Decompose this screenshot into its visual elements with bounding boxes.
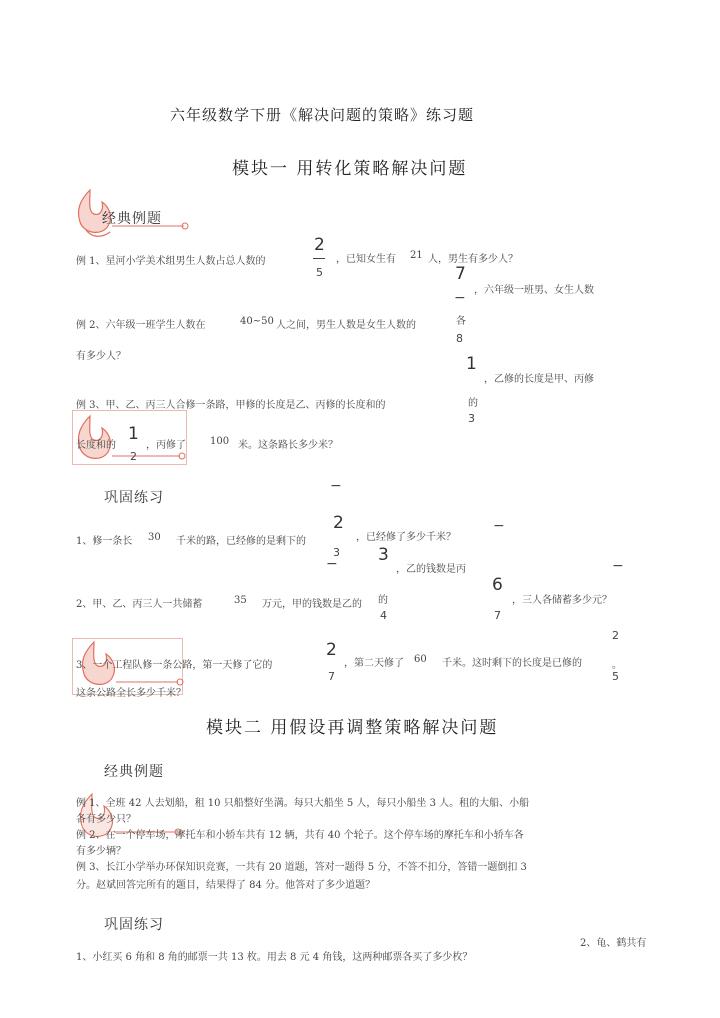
m2-example-2-line-2: 有多少辆？ <box>76 846 126 857</box>
example-1-text-3: 人，男生有多少人？ <box>428 254 518 265</box>
practice-2-dash-b: − <box>612 558 624 574</box>
module-two-practice-heading: 巩固练习 <box>104 917 164 933</box>
example-3-line-2-c: 米。这条路长多少米？ <box>238 440 338 451</box>
practice-2-de: 的 <box>378 595 388 606</box>
practice-3-text-2: ，第二天修了 <box>344 658 404 669</box>
example-1-value: 21 <box>410 250 423 261</box>
practice-3-text: 3、一个工程队修一条公路，第一天修了它的 <box>76 660 273 671</box>
module-two-examples-heading: 经典例题 <box>104 764 164 780</box>
example-2-fraction-denominator: 8 <box>456 332 463 345</box>
m2-example-3-line-1: 例 3、长江小学举办环保知识竞赛，一共有 20 道题，答对一题得 5 分，不答不扣分，答错一题倒扣 3 <box>76 862 527 873</box>
practice-3-line-2: 这条公路全长多少千米？ <box>76 688 186 699</box>
practice-2-fraction-denominator: 4 <box>380 609 387 622</box>
m2-example-2-line-1: 例 2、在一个停车场，摩托车和小轿车共有 12 辆，共有 40 个轮子。这个停车场的摩托车和小轿车各 <box>76 830 524 841</box>
example-3-value: 100 <box>210 436 230 447</box>
practice-2-text-bing: ，乙的钱数是丙 <box>396 564 466 575</box>
practice-3-fraction-numerator: 2 <box>326 640 337 660</box>
module-two-heading: 模块二 用假设再调整策略解决问题 <box>206 718 499 738</box>
example-2-fraction-numerator: 7 <box>455 264 466 284</box>
practice-2-dash-a: − <box>326 556 338 572</box>
practice-3-period: 。 <box>612 660 622 671</box>
practice-1-dash: − <box>493 518 505 534</box>
practice-3-fraction-2-numerator: 2 <box>612 629 619 642</box>
example-3-fraction-numerator: 1 <box>466 354 477 374</box>
module-one-practice-heading: 巩固练习 <box>104 490 164 506</box>
example-3-line-2-a: 长度和的 <box>76 440 116 451</box>
example-2-dash: − <box>454 290 466 306</box>
practice-3-fraction-2-denominator: 5 <box>612 670 619 683</box>
practice-1-text-2: 千米的路，已经修的是剩下的 <box>176 536 306 547</box>
m2-example-3-line-2: 分。赵斌回答完所有的题目，结果得了 84 分。他答对了多少道题？ <box>76 880 376 891</box>
practice-1-fraction-numerator: 2 <box>333 513 344 533</box>
practice-3-value: 60 <box>414 654 427 665</box>
example-3-fraction-2-numerator: 1 <box>128 424 139 444</box>
example-1-text: 例 1、星河小学美术组男生人数占总人数的 <box>76 256 266 267</box>
practice-2-value: 35 <box>234 595 247 606</box>
stray-dash: − <box>330 478 342 494</box>
practice-2-fraction-2-numerator: 6 <box>492 575 503 595</box>
fraction-bar <box>313 258 325 259</box>
example-1-text-2: ，已知女生有 <box>336 254 396 265</box>
practice-2-fraction-numerator: 3 <box>378 545 389 565</box>
practice-1-fraction-denominator: 3 <box>333 546 340 559</box>
example-3-text: 例 3、甲、乙、丙三人合修一条路，甲修的长度是乙、丙修的长度和的 <box>76 400 386 411</box>
example-2-text: 例 2、六年级一班学生人数在 <box>76 320 206 331</box>
practice-1-text: 1、修一条长 <box>76 536 133 547</box>
example-3-fraction-2-denominator: 2 <box>130 450 137 463</box>
practice-2-text-2: 万元，甲的钱数是乙的 <box>262 599 362 610</box>
m2-example-1-line-2: 各有多少只？ <box>76 814 136 825</box>
practice-3-fraction-denominator: 7 <box>328 670 335 683</box>
example-3-tail: ，乙修的长度是甲、丙修 <box>484 374 594 385</box>
example-2-tail: ，六年级一班男、女生人数 <box>474 285 594 296</box>
practice-2-fraction-2-denominator: 7 <box>494 609 501 622</box>
example-1-fraction-numerator: 2 <box>314 235 325 255</box>
example-2-line-2: 有多少人？ <box>76 351 126 362</box>
example-3-fraction-denominator: 3 <box>468 412 475 425</box>
example-2-range: 40~50 <box>240 316 274 327</box>
example-2-text-2: 人之间，男生人数是女生人数的 <box>276 320 416 331</box>
m2-example-1-line-1: 例 1、全班 42 人去划船，租 10 只船整好坐满。每只大船坐 5 人，每只小船坐 3 人。租的大船、小船 <box>76 798 530 809</box>
example-3-line-2-b: ，丙修了 <box>146 440 186 451</box>
example-2-ge: 各 <box>456 316 466 327</box>
m2-practice-2: 2、龟、鹤共有 <box>580 938 647 949</box>
module-one-heading: 模块一 用转化策略解决问题 <box>232 159 468 179</box>
practice-2-text-3: ，三人各储蓄多少元？ <box>512 595 612 606</box>
practice-2-text: 2、甲、乙、丙三人一共储蓄 <box>76 599 203 610</box>
page-title: 六年级数学下册《解决问题的策略》练习题 <box>170 106 475 124</box>
module-one-examples-heading: 经典例题 <box>102 211 162 227</box>
m2-practice-1: 1、小红买 6 角和 8 角的邮票一共 13 枚。用去 8 元 4 角钱，这两种邮票各买了多少枚？ <box>76 952 473 963</box>
practice-1-text-3: ，已经修了多少千米？ <box>356 532 456 543</box>
practice-1-value: 30 <box>148 532 161 543</box>
example-3-de: 的 <box>468 398 478 409</box>
practice-3-text-3: 千米。这时剩下的长度是已修的 <box>442 658 582 669</box>
example-1-fraction-denominator: 5 <box>316 266 323 279</box>
